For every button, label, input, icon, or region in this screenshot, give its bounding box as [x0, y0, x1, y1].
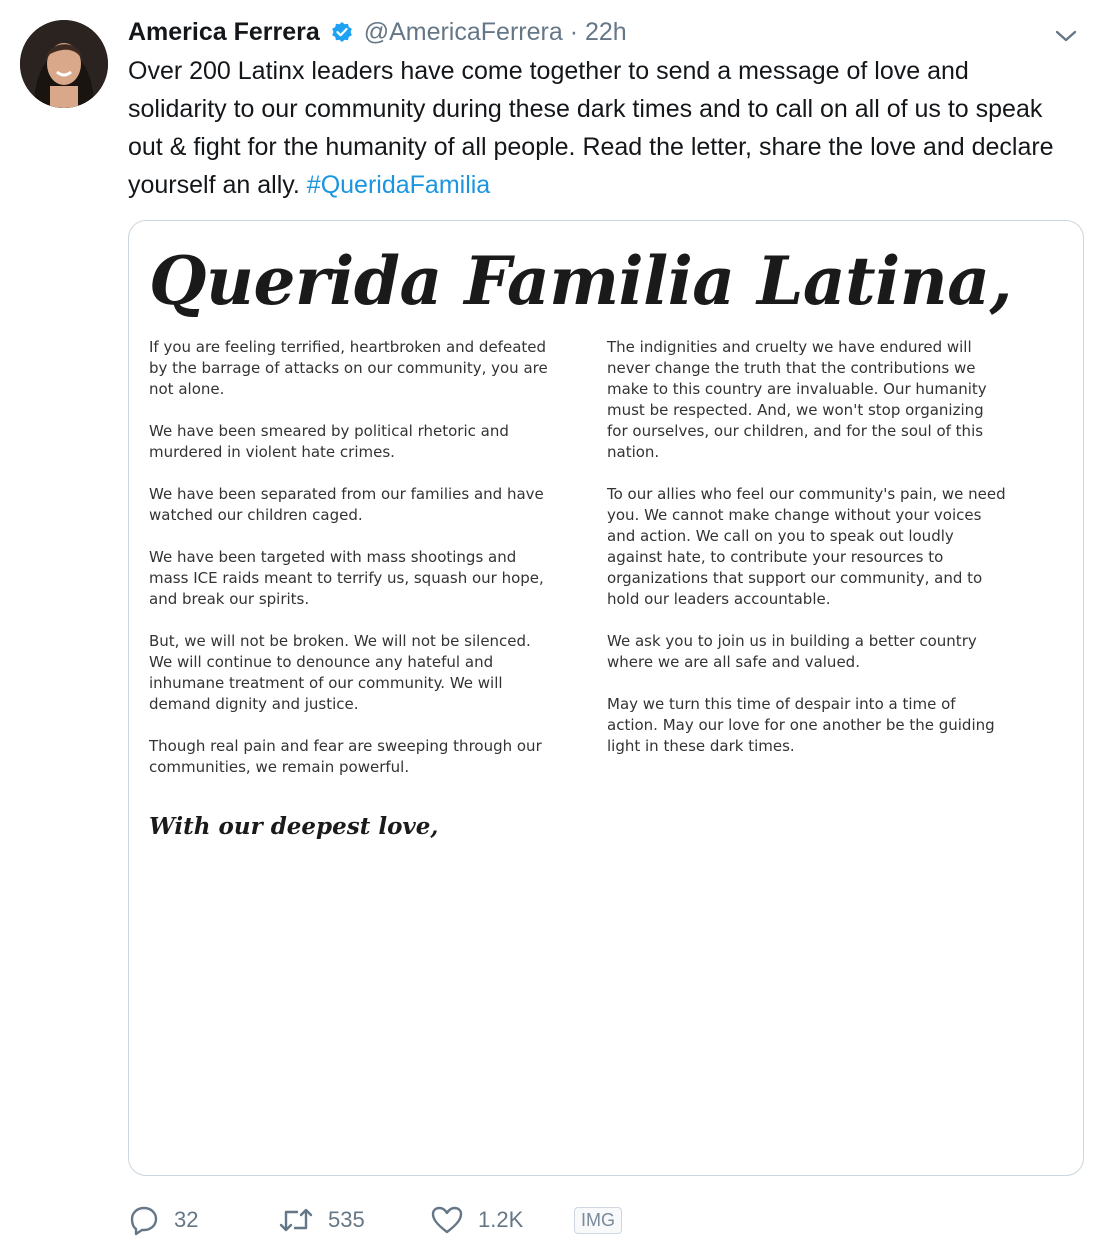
hashtag-link[interactable]: #QueridaFamilia — [306, 171, 491, 199]
reply-icon — [128, 1204, 160, 1236]
letter-right-column — [607, 337, 1007, 778]
like-icon — [430, 1204, 464, 1236]
letter-paragraph: To our allies who feel our community's pain, we need you. We cannot make change without your voices and action. We call on you to speak out loudly against hate, to contribute your resources to organizations that support our community, and to hold our leaders accountable. — [607, 485, 1006, 608]
letter-paragraph: If you are feeling terrified, heartbroken and defeated by the barrage of attacks on our community, you are not alone. — [149, 338, 548, 398]
chevron-down-icon[interactable] — [1054, 24, 1078, 53]
letter-paragraph: But, we will not be broken. We will not be silenced. We will continue to denounce any hateful and inhumane treatment of our community. We will demand dignity and justice. — [149, 632, 531, 713]
tweet-body — [128, 52, 1068, 204]
tweet-text: Over 200 Latinx leaders have come together to send a message of love and solidarity to our community during these dark times and to call on all of us to speak out & fight for the humanity of all people. Read the letter, share the love and declare yourself an ally. — [128, 57, 1054, 199]
tweet-actions — [128, 1200, 622, 1240]
avatar[interactable] — [20, 20, 108, 108]
image-badge[interactable]: IMG — [574, 1207, 622, 1234]
letter-signoff: With our deepest love, — [149, 813, 439, 840]
letter-paragraph: We have been smeared by political rhetoric and murdered in violent hate crimes. — [149, 422, 509, 461]
letter-left-column — [149, 337, 549, 799]
letter-paragraph: We have been targeted with mass shootings and mass ICE raids meant to terrify us, squash our hope, and break our spirits. — [149, 548, 544, 608]
author-name[interactable]: America Ferrera — [128, 18, 320, 46]
retweet-button[interactable] — [278, 1204, 430, 1236]
like-count: 1.2K — [478, 1207, 524, 1232]
header-separator: · — [569, 18, 579, 46]
letter-paragraph: Though real pain and fear are sweeping through our communities, we remain powerful. — [149, 737, 542, 776]
verified-badge-icon — [331, 19, 353, 51]
author-handle[interactable]: @AmericaFerrera — [363, 18, 563, 46]
letter-paragraph: The indignities and cruelty we have endured will never change the truth that the contributions we make to this country are invaluable. Our humanity must be respected. And, we won't stop organizing for ourselves, our children, and for the soul of this nation. — [607, 338, 987, 461]
letter-title: Querida Familia Latina, — [149, 242, 1012, 320]
retweet-count: 535 — [328, 1207, 365, 1232]
retweet-icon — [278, 1204, 314, 1236]
tweet-header — [128, 16, 627, 51]
reply-count: 32 — [174, 1207, 199, 1232]
letter-paragraph: We ask you to join us in building a better country where we are all safe and valued. — [607, 632, 977, 671]
letter-paragraph: May we turn this time of despair into a time of action. May our love for one another be the guiding light in these dark times. — [607, 695, 995, 755]
reply-button[interactable] — [128, 1204, 278, 1236]
letter-image[interactable] — [128, 220, 1084, 1176]
letter-paragraph: We have been separated from our families and have watched our children caged. — [149, 485, 544, 524]
tweet-timestamp[interactable]: 22h — [584, 18, 627, 46]
like-button[interactable] — [430, 1204, 574, 1236]
